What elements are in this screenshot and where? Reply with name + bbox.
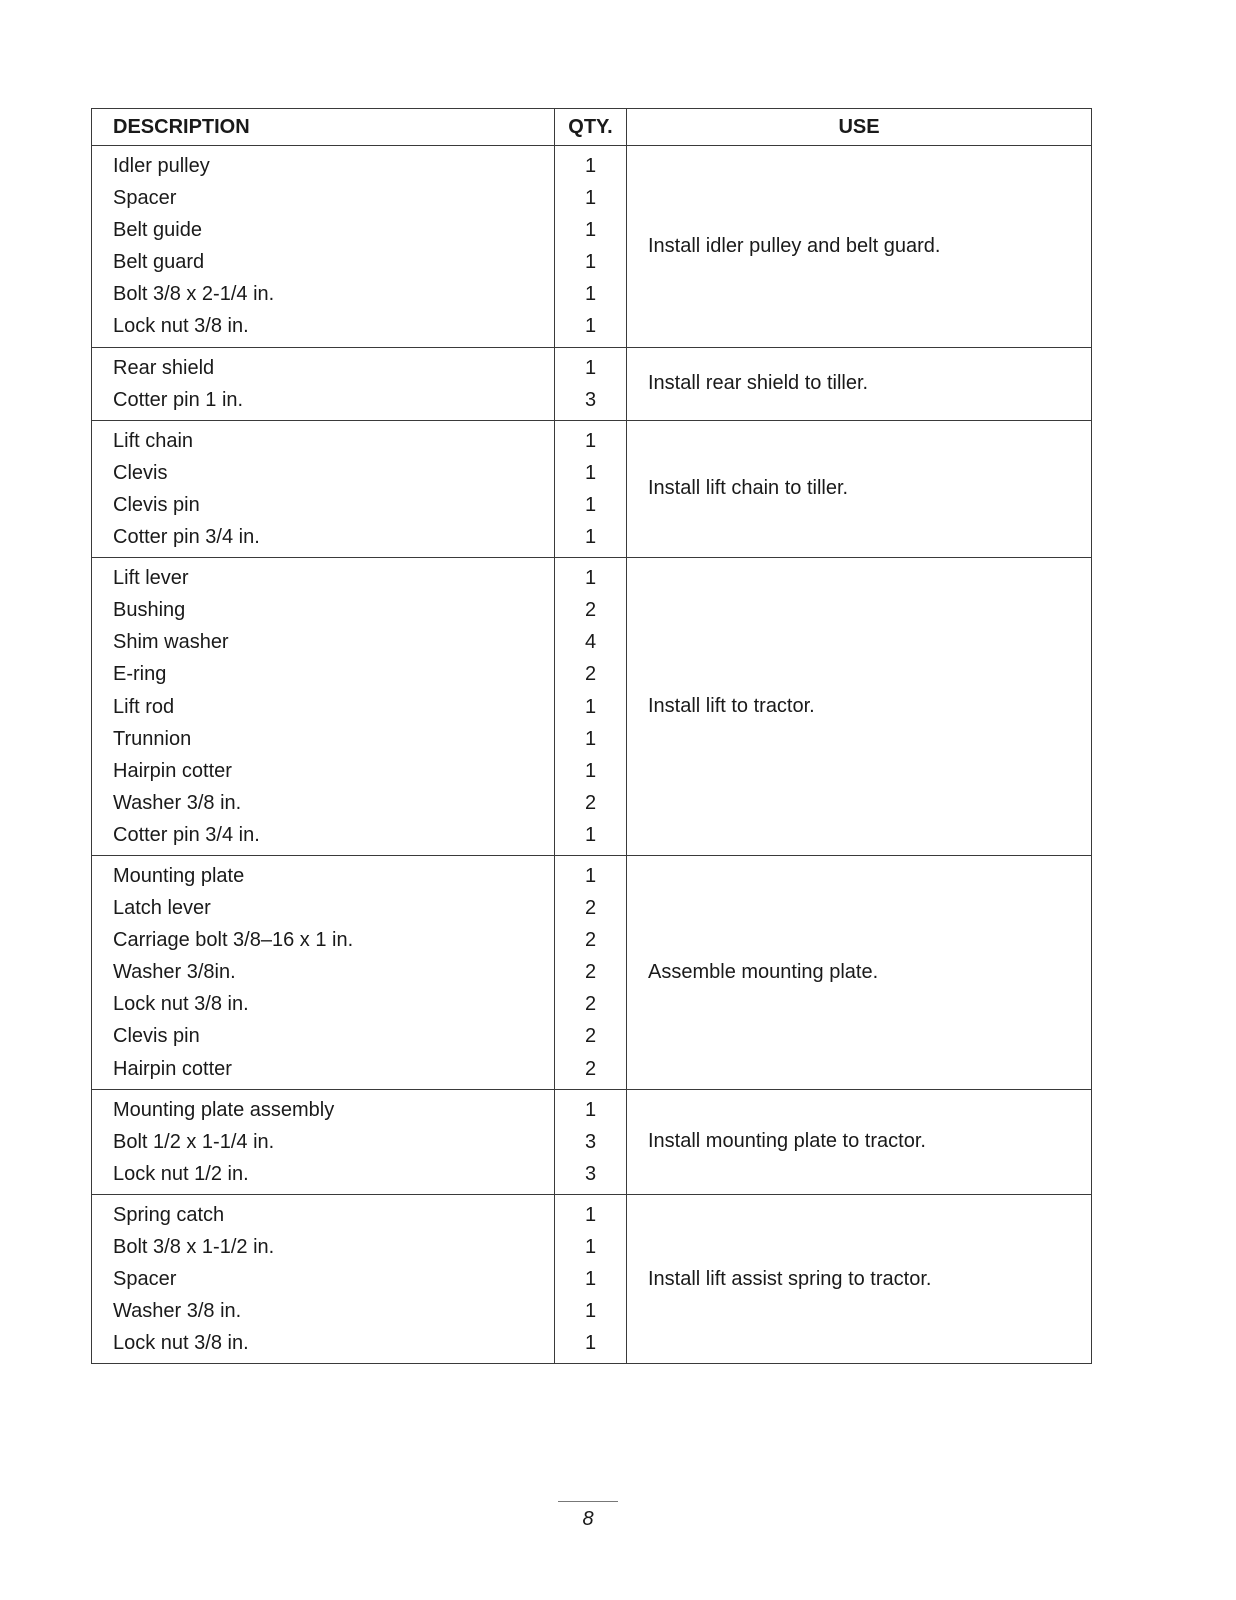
part-description: Lock nut 3/8 in. bbox=[113, 993, 249, 1016]
qty-cell bbox=[555, 347, 627, 420]
part-qty: 1 bbox=[584, 356, 597, 379]
part-qty: 1 bbox=[584, 1332, 597, 1355]
qty-cell bbox=[555, 558, 627, 856]
part-description: Cotter pin 1 in. bbox=[113, 388, 244, 411]
use-cell: Install mounting plate to tractor. bbox=[627, 1089, 1092, 1194]
part-description: Spacer bbox=[113, 1268, 177, 1291]
table-row bbox=[92, 558, 1092, 856]
part-description: Belt guard bbox=[113, 251, 205, 274]
description-cell bbox=[92, 1194, 555, 1363]
table-header bbox=[92, 109, 1092, 146]
part-qty: 1 bbox=[584, 461, 597, 484]
qty-cell bbox=[555, 420, 627, 557]
table-row bbox=[92, 1194, 1092, 1363]
part-description: Clevis bbox=[113, 461, 168, 484]
part-qty: 1 bbox=[584, 155, 597, 177]
qty-cell bbox=[555, 1089, 627, 1194]
part-qty: 2 bbox=[584, 599, 597, 622]
part-description: Carriage bolt 3/8–16 x 1 in. bbox=[113, 929, 354, 952]
part-qty: 1 bbox=[584, 1268, 597, 1291]
qty-cell bbox=[555, 1194, 627, 1363]
use-cell: Assemble mounting plate. bbox=[627, 855, 1092, 1089]
part-qty: 1 bbox=[584, 823, 597, 846]
part-description: Lift rod bbox=[113, 695, 175, 718]
table-row bbox=[92, 420, 1092, 557]
part-qty: 2 bbox=[584, 791, 597, 814]
part-description: Mounting plate bbox=[113, 864, 245, 887]
part-qty: 1 bbox=[584, 187, 597, 210]
part-qty: 1 bbox=[584, 727, 597, 750]
page-number: 8 bbox=[558, 1501, 618, 1531]
use-header: USE bbox=[627, 109, 1092, 146]
description-cell bbox=[92, 558, 555, 856]
part-description: Clevis pin bbox=[113, 1025, 200, 1048]
part-qty: 1 bbox=[584, 315, 597, 338]
parts-table bbox=[91, 108, 1092, 1364]
qty-header: QTY. bbox=[555, 109, 627, 146]
description-cell bbox=[92, 347, 555, 420]
part-description: Washer 3/8 in. bbox=[113, 791, 242, 814]
part-description: Spacer bbox=[113, 187, 177, 210]
part-description: Shim washer bbox=[113, 631, 229, 654]
part-description: Hairpin cotter bbox=[113, 759, 232, 782]
part-description: Hairpin cotter bbox=[113, 1057, 232, 1080]
qty-cell bbox=[555, 855, 627, 1089]
part-qty: 3 bbox=[584, 388, 597, 411]
part-description: Bolt 3/8 x 1-1/2 in. bbox=[113, 1236, 275, 1258]
description-header: DESCRIPTION bbox=[92, 109, 555, 146]
part-qty: 2 bbox=[584, 1025, 597, 1048]
part-qty: 3 bbox=[584, 1162, 597, 1185]
part-description: Spring catch bbox=[113, 1203, 225, 1226]
part-qty: 1 bbox=[584, 1300, 597, 1323]
part-description: Lock nut 3/8 in. bbox=[113, 315, 249, 338]
part-description: Trunnion bbox=[113, 727, 192, 750]
table-row bbox=[92, 1089, 1092, 1194]
part-description: Cotter pin 3/4 in. bbox=[113, 526, 260, 549]
part-qty: 3 bbox=[584, 1130, 597, 1153]
part-description: Bushing bbox=[113, 599, 186, 622]
part-qty: 1 bbox=[584, 864, 597, 887]
use-cell: Install idler pulley and belt guard. bbox=[627, 146, 1092, 348]
part-description: Lock nut 1/2 in. bbox=[113, 1162, 249, 1185]
part-qty: 1 bbox=[584, 251, 597, 274]
description-cell bbox=[92, 1089, 555, 1194]
description-cell bbox=[92, 855, 555, 1089]
part-qty: 2 bbox=[584, 993, 597, 1016]
part-qty: 2 bbox=[584, 897, 597, 920]
use-cell: Install lift chain to tiller. bbox=[627, 420, 1092, 557]
description-cell bbox=[92, 420, 555, 557]
part-description: Washer 3/8 in. bbox=[113, 1300, 242, 1323]
part-description: Lift chain bbox=[113, 429, 194, 452]
use-cell: Install lift assist spring to tractor. bbox=[627, 1194, 1092, 1363]
description-cell bbox=[92, 146, 555, 348]
table-row bbox=[92, 347, 1092, 420]
part-qty: 1 bbox=[584, 429, 597, 452]
part-description: Lock nut 3/8 in. bbox=[113, 1332, 249, 1355]
part-description: Latch lever bbox=[113, 897, 211, 920]
part-description: Bolt 1/2 x 1-1/4 in. bbox=[113, 1130, 275, 1153]
part-qty: 1 bbox=[584, 1236, 597, 1258]
part-qty: 2 bbox=[584, 663, 597, 686]
qty-cell bbox=[555, 146, 627, 348]
part-qty: 2 bbox=[584, 961, 597, 984]
part-description: Belt guide bbox=[113, 219, 202, 242]
header-row bbox=[92, 109, 1092, 146]
part-qty: 1 bbox=[584, 526, 597, 549]
part-description: Lift lever bbox=[113, 567, 189, 590]
part-qty: 1 bbox=[584, 1203, 597, 1226]
part-qty: 1 bbox=[584, 695, 597, 718]
part-description: Mounting plate assembly bbox=[113, 1098, 335, 1121]
part-description: Idler pulley bbox=[113, 155, 210, 177]
part-qty: 1 bbox=[584, 1098, 597, 1121]
use-cell: Install rear shield to tiller. bbox=[627, 347, 1092, 420]
part-qty: 1 bbox=[584, 567, 597, 590]
table-body bbox=[92, 146, 1092, 1364]
use-cell: Install lift to tractor. bbox=[627, 558, 1092, 856]
part-qty: 1 bbox=[584, 493, 597, 516]
part-description: Rear shield bbox=[113, 356, 215, 379]
table-row bbox=[92, 146, 1092, 348]
part-description: Bolt 3/8 x 2-1/4 in. bbox=[113, 283, 275, 306]
part-description: Washer 3/8in. bbox=[113, 961, 236, 984]
part-description: Clevis pin bbox=[113, 493, 200, 516]
table-row bbox=[92, 855, 1092, 1089]
part-qty: 1 bbox=[584, 759, 597, 782]
part-qty: 2 bbox=[584, 1057, 597, 1080]
part-description: E-ring bbox=[113, 663, 167, 686]
part-description: Cotter pin 3/4 in. bbox=[113, 823, 260, 846]
part-qty: 2 bbox=[584, 929, 597, 952]
part-qty: 4 bbox=[584, 631, 597, 654]
part-qty: 1 bbox=[584, 219, 597, 242]
part-qty: 1 bbox=[584, 283, 597, 306]
